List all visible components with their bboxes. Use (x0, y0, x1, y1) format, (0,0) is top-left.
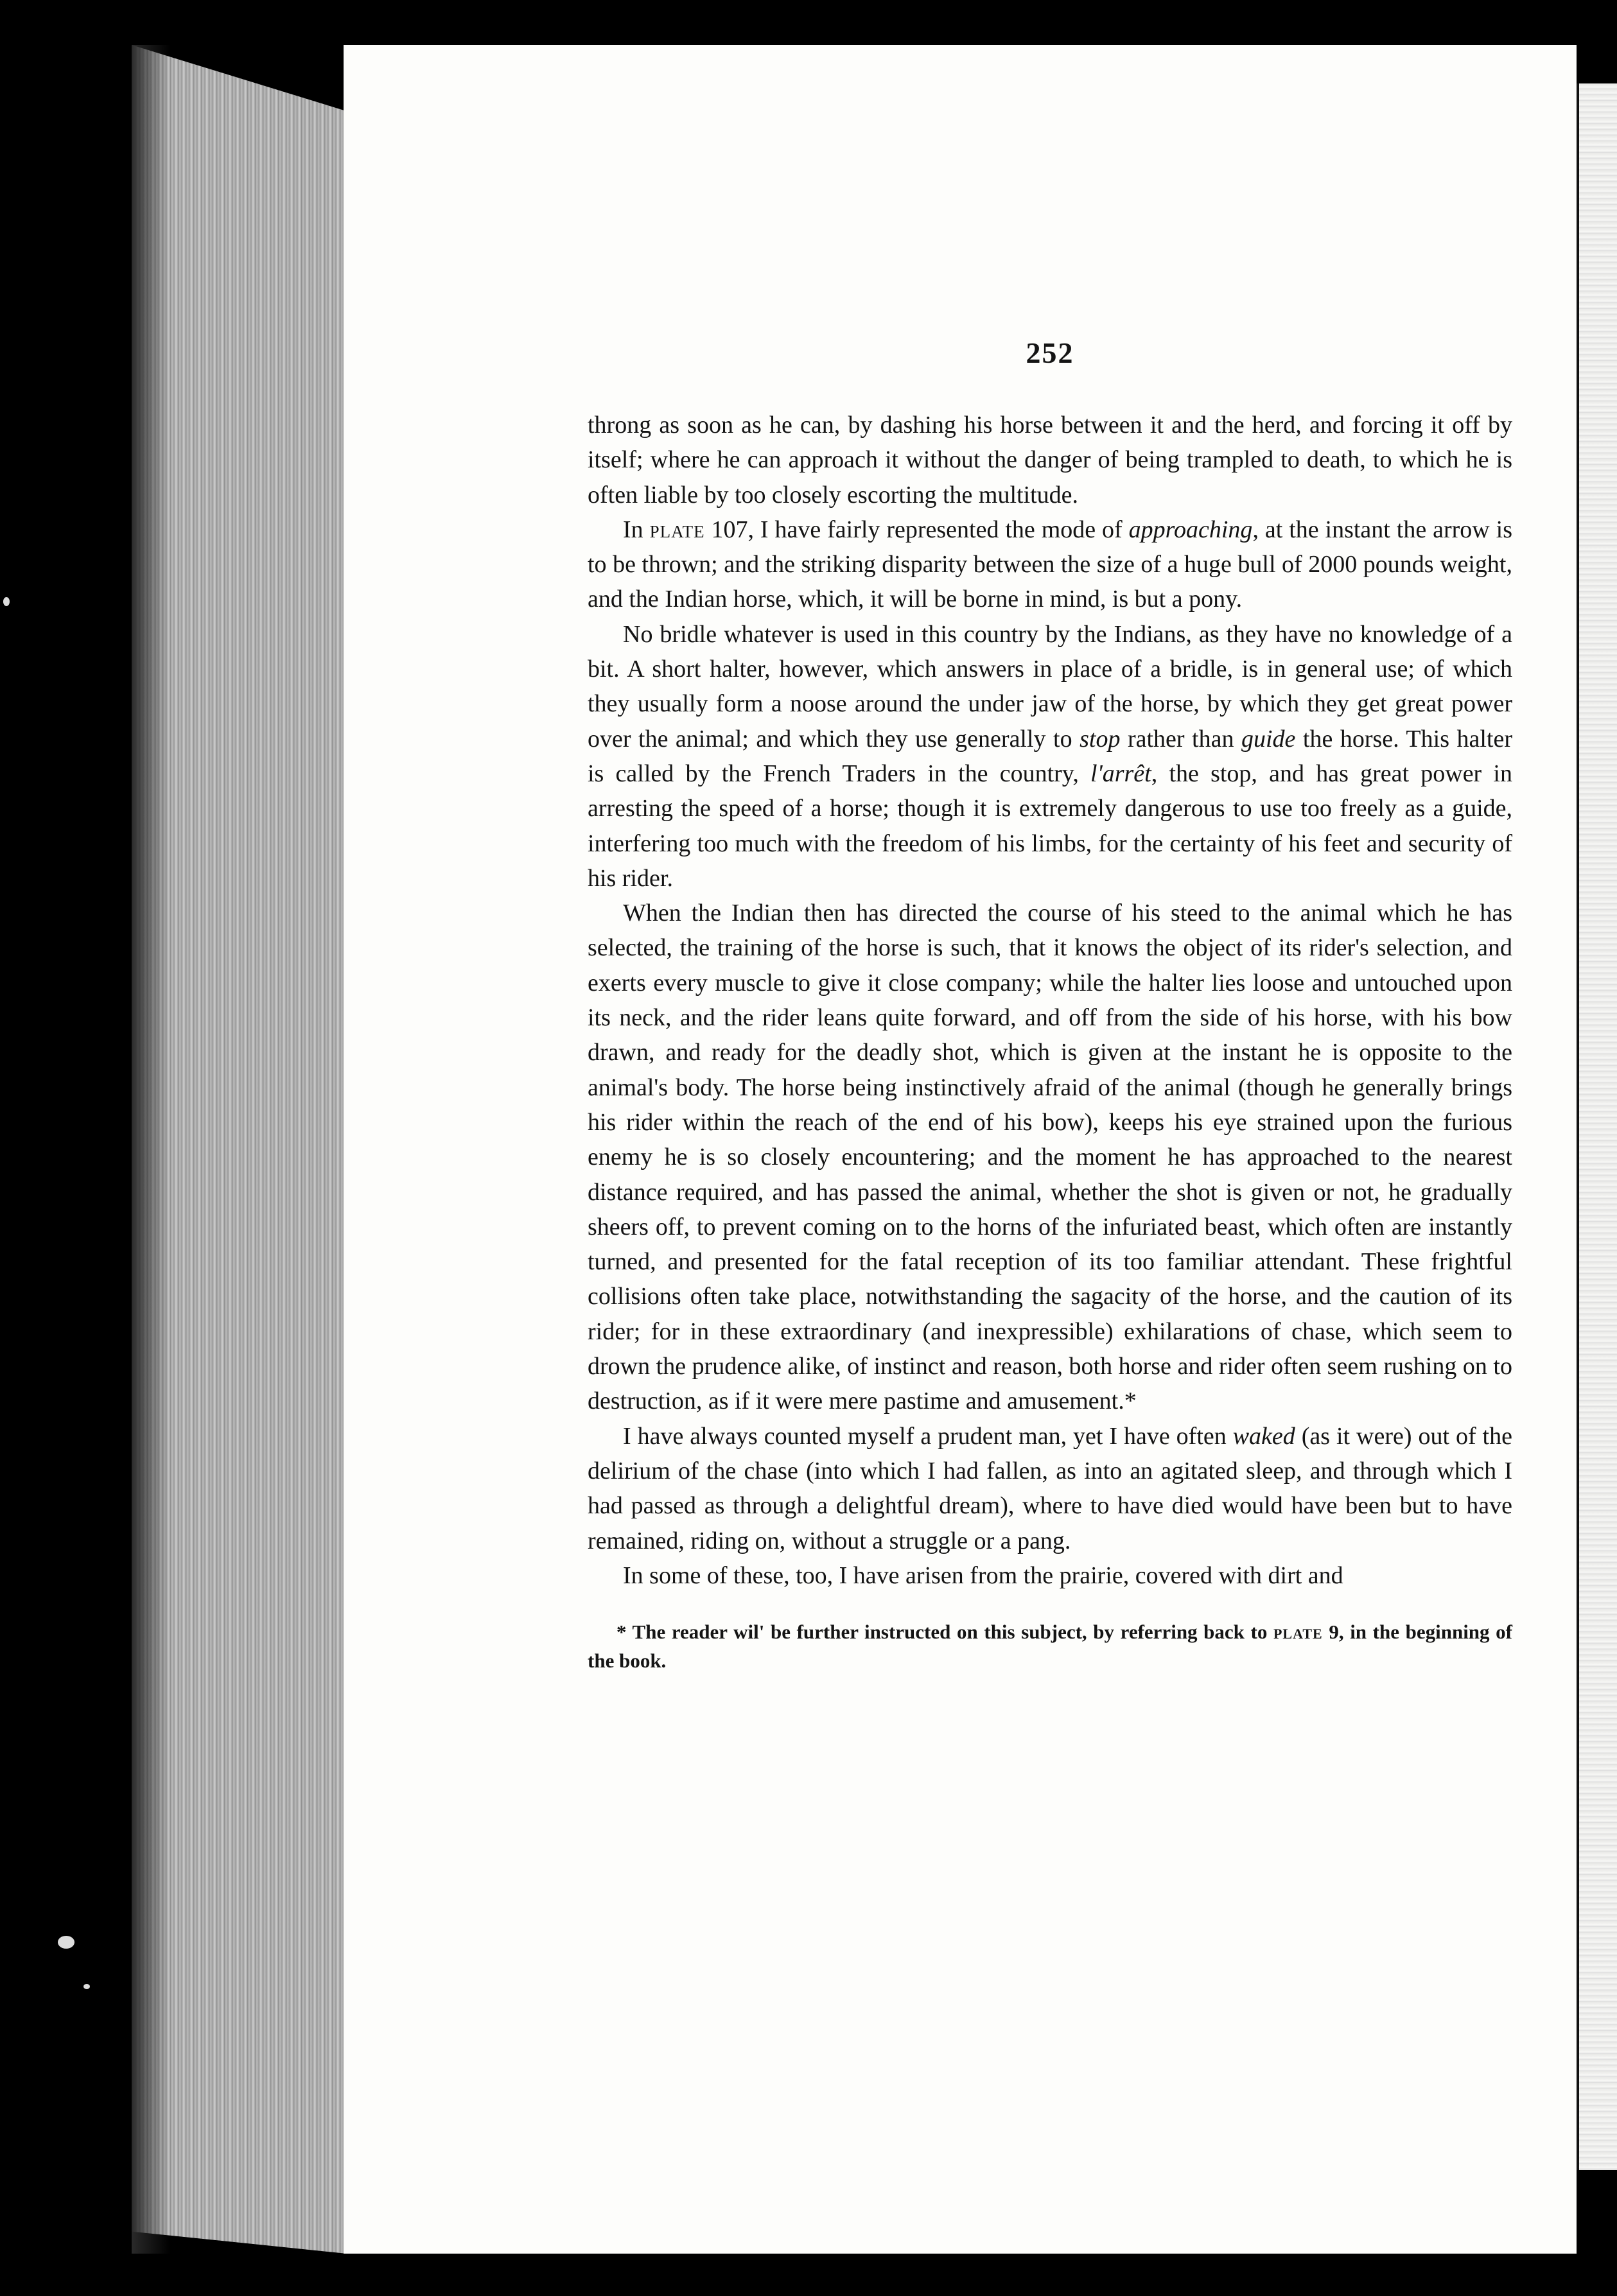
scan-speck (3, 597, 10, 606)
paragraph-5 (588, 1419, 1512, 1558)
footnote-text-b: 9, in the beginning of the book. (588, 1621, 1512, 1673)
book-edge-shadow (132, 45, 170, 2254)
footnote-plate-reference: plate (1273, 1621, 1323, 1644)
facing-page-sliver (1577, 83, 1617, 2170)
paragraph-5-text-a: I have always counted myself a prudent man, yet I have often (623, 1422, 1233, 1450)
page-text-block (588, 331, 1512, 1675)
paragraph-3-text-a: No bridle whatever is used in this country by the Indians, as they have no knowledge of a bit. A short halter, however, which answers in place of a bridle, is in general use; of which they usually form a noose around the under jaw of the horse, by which they get great power over the animal; and which they use generally to (588, 620, 1512, 752)
italic-larret: l'arrêt (1090, 760, 1151, 787)
paragraph-3-text-d: , the stop, and has great power in arresting the speed of a horse; though it is extremely dangerous to use too freely as a guide, interfering too much with the freedom of his limbs, for the certainty of his feet and security of his rider. (588, 760, 1512, 892)
paragraph-3-text-c: the horse. This halter is called by the French Traders in the country, (588, 725, 1512, 787)
footnote-text (588, 1617, 1512, 1675)
paragraph-6: In some of these, too, I have arisen from the prairie, covered with dirt and (623, 1561, 1343, 1589)
paragraph-2 (588, 512, 1512, 617)
paragraph-5-text-b: (as it were) out of the delirium of the chase (into which I had fallen, as into an agitated sleep, and through which I had passed as through a delightful dream), where to have died would have been but to have remained, riding on, without a struggle or a pang. (588, 1422, 1512, 1554)
italic-guide: guide (1241, 725, 1296, 752)
paragraph-2-text-a: In (623, 516, 650, 543)
paragraph-2-text-c: , at the instant the arrow is to be thrown; and the striking disparity between the size of a huge bull of 2000 pounds weight, and the Indian horse, which, it will be borne in mind, is but a pony. (588, 516, 1512, 613)
italic-stop: stop (1079, 725, 1121, 752)
italic-approaching: approaching (1128, 516, 1253, 543)
paragraph-3-text-b: rather than (1120, 725, 1241, 752)
footnote-text-a: * The reader wil' be further instructed on this subject, by referring back to (616, 1621, 1273, 1644)
footnote (588, 1617, 1512, 1675)
scan-speck (83, 1984, 90, 1989)
paragraph-3 (588, 617, 1512, 896)
plate-reference: plate (649, 516, 705, 543)
paragraph-1: throng as soon as he can, by dashing his horse between it and the herd, and forcing it off by itself; where he can approach it without the danger of being trampled to death, to which he is often liable by too closely escorting the multitude. (588, 412, 1512, 509)
page-number: 252 (1026, 336, 1074, 369)
paragraph-2-text-b: 107, I have fairly represented the mode of (704, 516, 1129, 543)
italic-waked: waked (1232, 1422, 1295, 1450)
scan-speck (58, 1936, 74, 1949)
paragraph-4: When the Indian then has directed the course of his steed to the animal which he has selected, the training of the horse is such, that it knows the object of its rider's selection, and exerts every muscle to give it close company; while the halter lies loose and untouched upon its neck, and the rider leans quite forward, and off from the side of his horse, with his bow drawn, and ready for the deadly shot, which is given at the instant he is opposite to the animal's body. The horse being instinctively afraid of the animal (though he generally brings his rider within the reach of the end of his bow), keeps his eye strained upon the furious enemy he is so closely encountering; and the moment he has approached to the nearest distance required, and has passed the animal, whether the shot is given or not, he gradually sheers off, to prevent coming on to the horns of the infuriated beast, which often are instantly turned, and presented for the fatal reception of its too familiar attendant. These frightful collisions often take place, notwithstanding the sagacity of the horse, and the caution of its rider; for in these extraordinary (and inexpressible) exhilarations of chase, which seem to drown the prudence alike, of instinct and reason, both horse and rider often seem rushing on to destruction, as if it were mere pastime and amusement.* (588, 900, 1512, 1415)
body-text (588, 408, 1512, 1593)
